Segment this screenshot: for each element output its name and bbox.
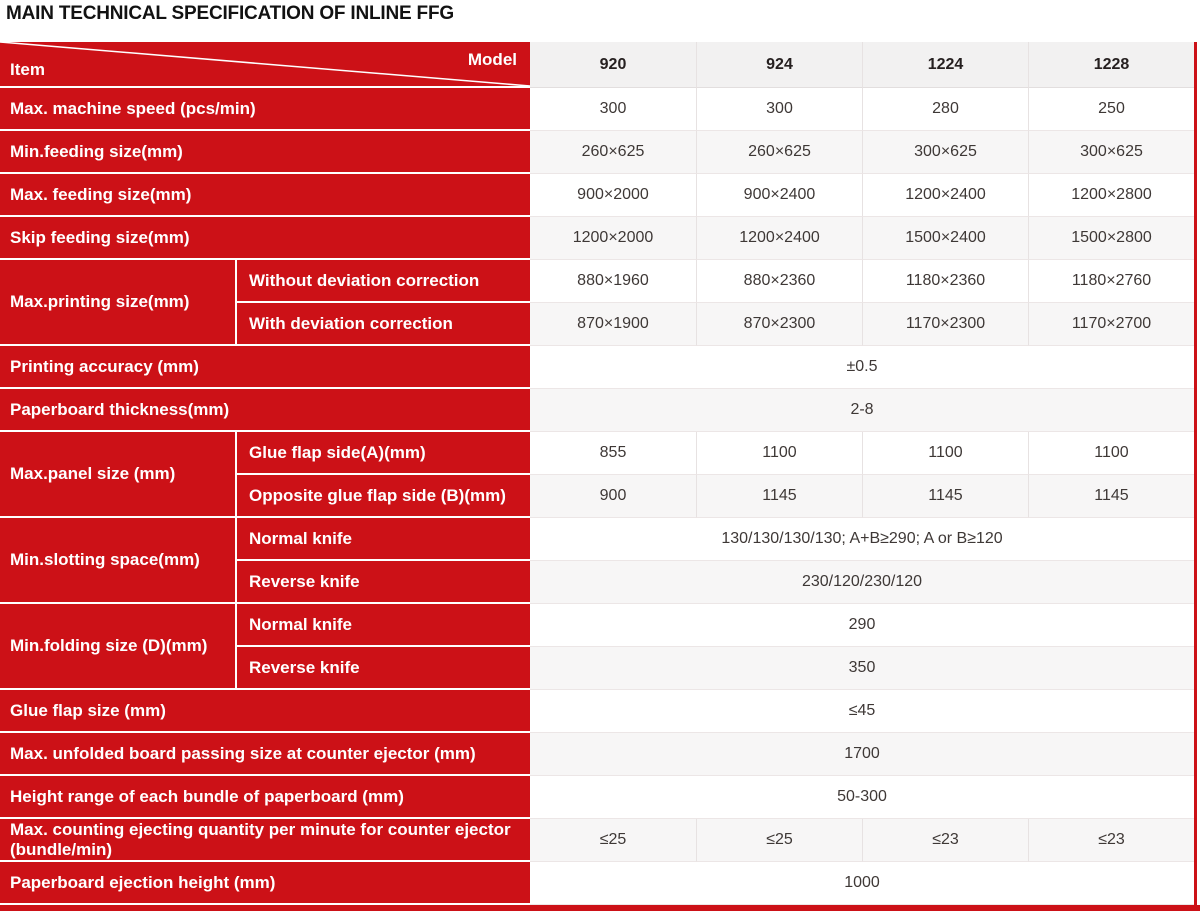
value-cell: 1100	[1028, 432, 1194, 475]
row-label: Max. counting ejecting quantity per minute for counter ejector (bundle/min)	[0, 819, 530, 862]
row-label: Height range of each bundle of paperboard (mm)	[0, 776, 530, 819]
model-header-920: 920	[530, 42, 696, 88]
page-title: MAIN TECHNICAL SPECIFICATION OF INLINE FFG	[6, 3, 454, 24]
row-label: Max. feeding size(mm)	[0, 174, 530, 217]
value-cell: 280	[862, 88, 1028, 131]
value-cell: 1200×2400	[862, 174, 1028, 217]
value-cell: 1170×2300	[862, 303, 1028, 346]
model-header-1228: 1228	[1028, 42, 1194, 88]
sub-row-label: Glue flap side(A)(mm)	[237, 432, 530, 475]
corner-model-label: Model	[467, 50, 517, 69]
sub-row-label: Reverse knife	[237, 561, 530, 604]
value-cell: 300×625	[1028, 131, 1194, 174]
value-cell: ≤25	[696, 819, 862, 862]
diagonal-divider-icon	[0, 42, 530, 86]
value-cell: 870×1900	[530, 303, 696, 346]
sub-row-label: Opposite glue flap side (B)(mm)	[237, 475, 530, 518]
value-cell: 1200×2400	[696, 217, 862, 260]
group-label: Max.printing size(mm)	[0, 260, 237, 346]
value-cell: 900	[530, 475, 696, 518]
value-cell: 870×2300	[696, 303, 862, 346]
sub-row-label: Without deviation correction	[237, 260, 530, 303]
value-cell: 900×2000	[530, 174, 696, 217]
value-span-cell: ±0.5	[530, 346, 1194, 389]
value-span-cell: 1700	[530, 733, 1194, 776]
value-cell: 260×625	[530, 131, 696, 174]
value-cell: 880×1960	[530, 260, 696, 303]
value-span-cell: 50-300	[530, 776, 1194, 819]
value-cell: 1145	[696, 475, 862, 518]
value-span-cell: 130/130/130/130; A+B≥290; A or B≥120	[530, 518, 1194, 561]
value-cell: 300	[530, 88, 696, 131]
value-cell: 1145	[862, 475, 1028, 518]
row-label: Glue flap size (mm)	[0, 690, 530, 733]
row-label: Paperboard thickness(mm)	[0, 389, 530, 432]
value-cell: 1500×2400	[862, 217, 1028, 260]
value-cell: 1145	[1028, 475, 1194, 518]
value-cell: 1500×2800	[1028, 217, 1194, 260]
corner-item-label: Item	[10, 60, 45, 79]
value-cell: 855	[530, 432, 696, 475]
value-span-cell: 350	[530, 647, 1194, 690]
bottom-red-strip	[0, 905, 1200, 911]
corner-header-cell	[0, 42, 530, 88]
value-span-cell: 290	[530, 604, 1194, 647]
value-cell: 1100	[696, 432, 862, 475]
sub-row-label: Reverse knife	[237, 647, 530, 690]
row-label: Min.feeding size(mm)	[0, 131, 530, 174]
value-cell: 1170×2700	[1028, 303, 1194, 346]
value-cell: 250	[1028, 88, 1194, 131]
value-cell: 1180×2360	[862, 260, 1028, 303]
model-header-1224: 1224	[862, 42, 1028, 88]
group-label: Min.folding size (D)(mm)	[0, 604, 237, 690]
value-cell: 260×625	[696, 131, 862, 174]
sub-row-label: Normal knife	[237, 518, 530, 561]
value-span-cell: 230/120/230/120	[530, 561, 1194, 604]
value-span-cell: ≤45	[530, 690, 1194, 733]
sub-row-label: With deviation correction	[237, 303, 530, 346]
sub-row-label: Normal knife	[237, 604, 530, 647]
value-cell: 900×2400	[696, 174, 862, 217]
value-cell: 300×625	[862, 131, 1028, 174]
value-cell: 1100	[862, 432, 1028, 475]
value-cell: 880×2360	[696, 260, 862, 303]
value-cell: 300	[696, 88, 862, 131]
value-cell: 1180×2760	[1028, 260, 1194, 303]
value-cell: 1200×2800	[1028, 174, 1194, 217]
model-header-924: 924	[696, 42, 862, 88]
row-label: Printing accuracy (mm)	[0, 346, 530, 389]
row-label: Paperboard ejection height (mm)	[0, 862, 530, 905]
value-cell: ≤25	[530, 819, 696, 862]
value-cell: ≤23	[1028, 819, 1194, 862]
row-label: Max. machine speed (pcs/min)	[0, 88, 530, 131]
group-label: Max.panel size (mm)	[0, 432, 237, 518]
value-span-cell: 1000	[530, 862, 1194, 905]
group-label: Min.slotting space(mm)	[0, 518, 237, 604]
row-label: Skip feeding size(mm)	[0, 217, 530, 260]
value-cell: 1200×2000	[530, 217, 696, 260]
row-label: Max. unfolded board passing size at counter ejector (mm)	[0, 733, 530, 776]
value-span-cell: 2-8	[530, 389, 1194, 432]
spec-table	[0, 42, 1197, 905]
value-cell: ≤23	[862, 819, 1028, 862]
